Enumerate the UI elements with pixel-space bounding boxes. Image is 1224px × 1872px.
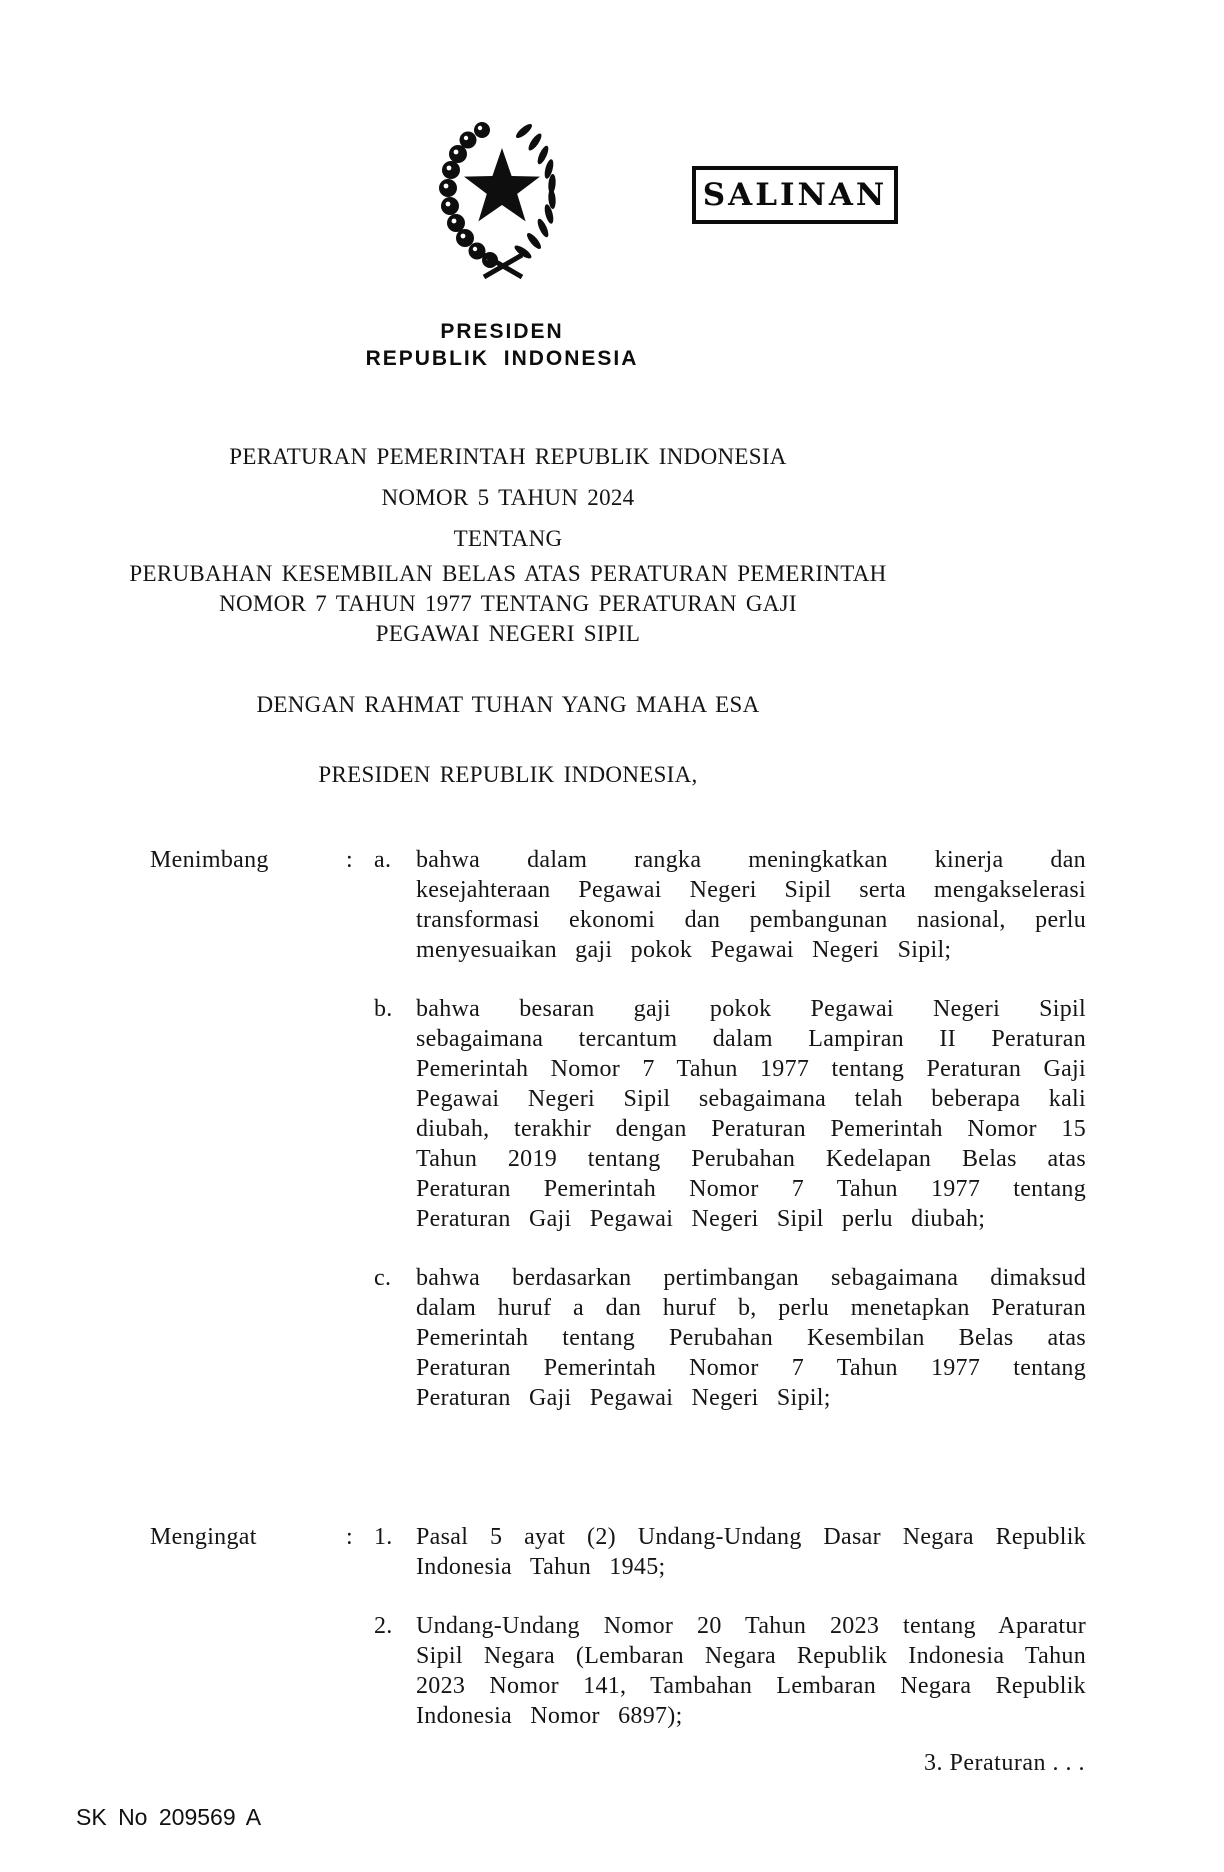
remembering-item-1 [150, 1522, 1086, 1582]
star-wreath-emblem-graphic [428, 104, 576, 294]
sk-number: SK No 209569 A [76, 1804, 262, 1830]
spacer [346, 1263, 374, 1413]
item-text-2: Undang-Undang Nomor 20 Tahun 2023 tentang Aparatur Sipil Negara (Lembaran Negara Republik Indonesia Tahun 2023 Nomor 141, Tambahan Lembaran Negara Republik Indonesia Nomor 6897); [416, 1613, 1086, 1729]
considering-item-c [150, 1263, 1086, 1413]
remembering-colon: : [346, 1524, 353, 1550]
considering-item-a [150, 845, 1086, 965]
letterhead [2, 320, 1002, 371]
spacer [150, 1611, 346, 1731]
spacer [150, 1263, 346, 1413]
item-text-c: bahwa berdasarkan pertimbangan sebagaimana dimaksud dalam huruf a dan huruf b, perlu menetapkan Peraturan Pemerintah tentang Perubahan Kesembilan Belas atas Peraturan Pemerintah Nomor 7 Tahun 1977 tentang Peraturan Gaji Pegawai Negeri Sipil; [416, 1265, 1086, 1411]
item-marker-b: b. [374, 996, 393, 1022]
remembering-label: Mengingat [150, 1524, 257, 1550]
authority-line: PRESIDEN REPUBLIK INDONESIA, [318, 762, 698, 787]
considering-item-b [150, 994, 1086, 1234]
letterhead-republik-indonesia: REPUBLIK INDONESIA [365, 347, 639, 370]
item-marker-1: 1. [374, 1524, 393, 1550]
spacer [346, 1611, 374, 1731]
letterhead-presiden: PRESIDEN [440, 320, 564, 343]
considering-section [150, 845, 1086, 1413]
star-icon [464, 148, 540, 221]
subject-line-3: PEGAWAI NEGERI SIPIL [375, 621, 641, 646]
item-text-b: bahwa besaran gaji pokok Pegawai Negeri Sipil sebagaimana tercantum dalam Lampiran II Peraturan Pemerintah Nomor 7 Tahun 1977 tentang Peraturan Gaji Pegawai Negeri Sipil sebagaimana telah beberapa kali diubah, terakhir dengan Peraturan Pemerintah Nomor 15 Tahun 2019 tentang Perubahan Kedelapan Belas atas Peraturan Pemerintah Nomor 7 Tahun 1977 tentang Peraturan Gaji Pegawai Negeri Sipil perlu diubah; [416, 996, 1086, 1232]
tentang-label: TENTANG [453, 526, 563, 551]
salinan-stamp: SALINAN [692, 166, 898, 224]
remembering-section [150, 1522, 1086, 1731]
state-emblem [428, 104, 576, 299]
item-marker-a: a. [374, 847, 392, 873]
considering-label: Menimbang [150, 847, 269, 873]
subject-line-2: NOMOR 7 TAHUN 1977 TENTANG PERATURAN GAJI [219, 591, 797, 616]
item-text-a: bahwa dalam rangka meningkatkan kinerja dan kesejahteraan Pegawai Negeri Sipil serta mengakselerasi transformasi ekonomi dan pembangunan nasional, perlu menyesuaikan gaji pokok Pegawai Negeri Sipil; [416, 847, 1086, 963]
title-block [0, 436, 1016, 790]
subject-line-1: PERUBAHAN KESEMBILAN BELAS ATAS PERATURAN PEMERINTAH [129, 561, 887, 586]
item-marker-c: c. [374, 1265, 392, 1291]
catchword: 3. Peraturan . . . [924, 1750, 1085, 1776]
spacer [150, 994, 346, 1234]
regulation-title: PERATURAN PEMERINTAH REPUBLIK INDONESIA [229, 444, 787, 469]
spacer [346, 994, 374, 1234]
regulation-number: NOMOR 5 TAHUN 2024 [381, 485, 635, 510]
item-marker-2: 2. [374, 1613, 393, 1639]
remembering-item-2 [150, 1611, 1086, 1731]
item-text-1: Pasal 5 ayat (2) Undang-Undang Dasar Negara Republik Indonesia Tahun 1945; [416, 1524, 1086, 1580]
considering-colon: : [346, 847, 353, 873]
invocation-line: DENGAN RAHMAT TUHAN YANG MAHA ESA [256, 692, 760, 717]
